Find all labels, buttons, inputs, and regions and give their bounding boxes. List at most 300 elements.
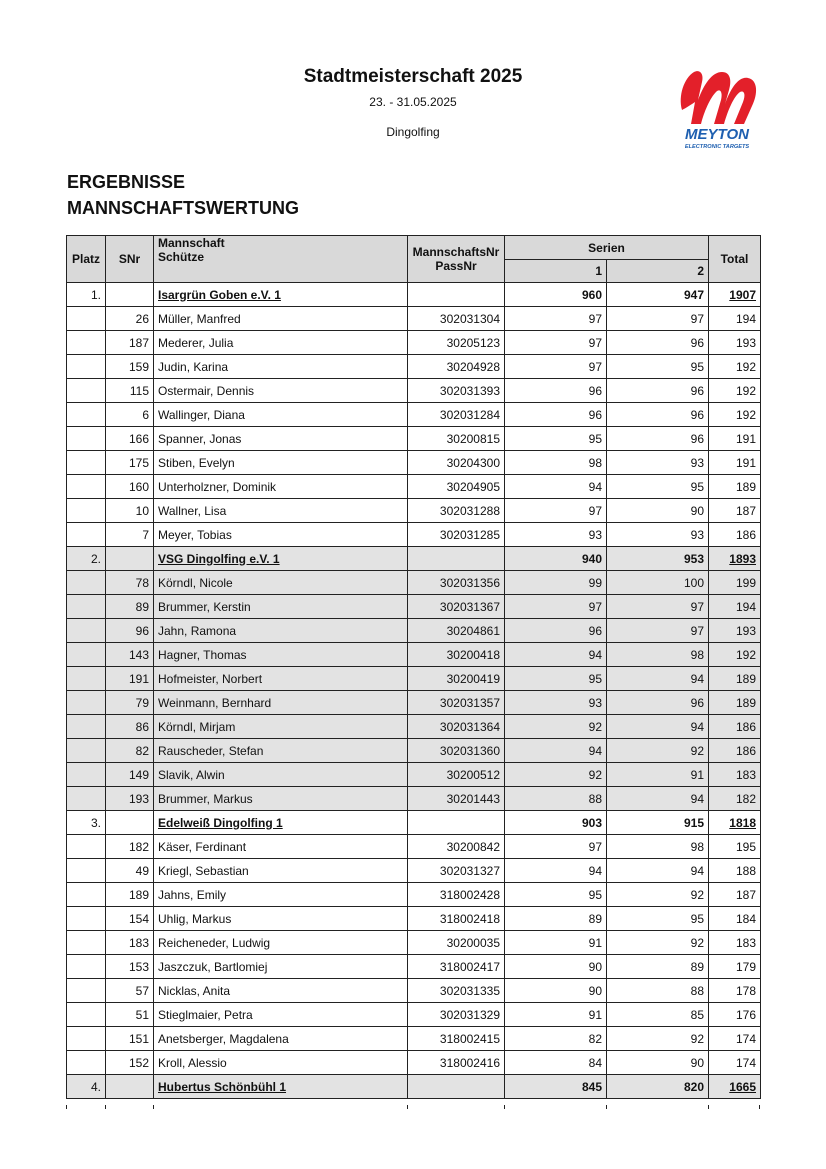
team-series-1: 845: [505, 1075, 607, 1099]
team-name: [154, 1075, 408, 1099]
team-name-text: Edelweiß Dingolfing 1: [158, 815, 283, 830]
shooter-row: [67, 355, 761, 379]
shooter-total: 183: [709, 931, 761, 955]
team-name: [154, 547, 408, 571]
shooter-total: 192: [709, 403, 761, 427]
team-series-1: 940: [505, 547, 607, 571]
shooter-rank: [67, 859, 106, 883]
team-row: [67, 1075, 761, 1099]
team-series-2: 953: [607, 547, 709, 571]
shooter-passnr: 30200419: [408, 667, 505, 691]
shooter-rank: [67, 595, 106, 619]
shooter-passnr: 318002417: [408, 955, 505, 979]
shooter-passnr: 302031393: [408, 379, 505, 403]
shooter-series-2: 91: [607, 763, 709, 787]
shooter-series-1: 92: [505, 715, 607, 739]
header-passnr: PassNr: [435, 259, 477, 273]
shooter-series-2: 94: [607, 667, 709, 691]
shooter-series-1: 82: [505, 1027, 607, 1051]
shooter-series-1: 94: [505, 739, 607, 763]
shooter-series-2: 85: [607, 1003, 709, 1027]
shooter-rank: [67, 355, 106, 379]
shooter-series-2: 96: [607, 427, 709, 451]
shooter-passnr: 30200842: [408, 835, 505, 859]
shooter-passnr: 302031356: [408, 571, 505, 595]
shooter-row: [67, 427, 761, 451]
shooter-passnr: 302031357: [408, 691, 505, 715]
team-total-text: 1818: [729, 815, 756, 830]
shooter-name: Jaszczuk, Bartlomiej: [154, 955, 408, 979]
team-name-text: Hubertus Schönbühl 1: [158, 1079, 287, 1094]
shooter-row: [67, 307, 761, 331]
team-total-text: 1665: [729, 1079, 756, 1094]
shooter-passnr: 302031329: [408, 1003, 505, 1027]
shooter-series-1: 95: [505, 667, 607, 691]
header-platz: Platz: [67, 236, 106, 283]
shooter-total: 186: [709, 739, 761, 763]
shooter-passnr: 30200035: [408, 931, 505, 955]
shooter-series-2: 90: [607, 499, 709, 523]
shooter-series-1: 88: [505, 787, 607, 811]
event-dates: 23. - 31.05.2025: [369, 95, 457, 109]
shooter-series-1: 97: [505, 307, 607, 331]
shooter-total: 174: [709, 1027, 761, 1051]
shooter-name: Stiben, Evelyn: [154, 451, 408, 475]
shooter-series-1: 90: [505, 979, 607, 1003]
shooter-row: [67, 715, 761, 739]
shooter-row: [67, 523, 761, 547]
shooter-row: [67, 667, 761, 691]
team-number: [408, 811, 505, 835]
shooter-series-2: 94: [607, 715, 709, 739]
page-title: Stadtmeisterschaft 2025: [303, 66, 523, 87]
team-name: [154, 811, 408, 835]
team-snr: [106, 1075, 154, 1099]
shooter-series-1: 92: [505, 763, 607, 787]
table-body: [67, 283, 761, 1099]
shooter-total: 183: [709, 763, 761, 787]
shooter-rank: [67, 1003, 106, 1027]
shooter-rank: [67, 619, 106, 643]
shooter-name: Weinmann, Bernhard: [154, 691, 408, 715]
shooter-name: Meyer, Tobias: [154, 523, 408, 547]
shooter-rank: [67, 475, 106, 499]
shooter-series-2: 88: [607, 979, 709, 1003]
team-snr: [106, 811, 154, 835]
shooter-row: [67, 595, 761, 619]
team-total: [709, 547, 761, 571]
shooter-row: [67, 1003, 761, 1027]
shooter-series-1: 94: [505, 859, 607, 883]
team-series-1: 903: [505, 811, 607, 835]
shooter-series-2: 97: [607, 307, 709, 331]
shooter-rank: [67, 643, 106, 667]
shooter-series-1: 84: [505, 1051, 607, 1075]
team-number: [408, 283, 505, 307]
shooter-total: 192: [709, 355, 761, 379]
shooter-passnr: 302031285: [408, 523, 505, 547]
header-snr: SNr: [106, 236, 154, 283]
shooter-series-1: 97: [505, 331, 607, 355]
shooter-rank: [67, 979, 106, 1003]
team-series-1: 960: [505, 283, 607, 307]
shooter-rank: [67, 1027, 106, 1051]
shooter-name: Nicklas, Anita: [154, 979, 408, 1003]
header-serie-2: 2: [607, 260, 709, 283]
shooter-snr: 26: [106, 307, 154, 331]
event-location: Dingolfing: [386, 125, 440, 139]
shooter-passnr: 302031364: [408, 715, 505, 739]
shooter-name: Unterholzner, Dominik: [154, 475, 408, 499]
shooter-total: 192: [709, 379, 761, 403]
shooter-snr: 49: [106, 859, 154, 883]
team-rank: 2.: [67, 547, 106, 571]
team-row: [67, 547, 761, 571]
shooter-passnr: 318002428: [408, 883, 505, 907]
shooter-snr: 189: [106, 883, 154, 907]
shooter-series-2: 93: [607, 451, 709, 475]
header-serien: Serien: [505, 236, 709, 260]
shooter-series-1: 97: [505, 355, 607, 379]
shooter-snr: 160: [106, 475, 154, 499]
header-mannschaftsnr: MannschaftsNr: [412, 245, 500, 259]
shooter-series-2: 92: [607, 883, 709, 907]
shooter-rank: [67, 739, 106, 763]
shooter-row: [67, 499, 761, 523]
shooter-passnr: 302031284: [408, 403, 505, 427]
shooter-total: 187: [709, 499, 761, 523]
shooter-name: Brummer, Kerstin: [154, 595, 408, 619]
shooter-name: Hofmeister, Norbert: [154, 667, 408, 691]
shooter-total: 188: [709, 859, 761, 883]
shooter-series-1: 93: [505, 523, 607, 547]
shooter-name: Körndl, Mirjam: [154, 715, 408, 739]
shooter-name: Wallinger, Diana: [154, 403, 408, 427]
shooter-snr: 183: [106, 931, 154, 955]
shooter-name: Käser, Ferdinant: [154, 835, 408, 859]
shooter-total: 193: [709, 619, 761, 643]
shooter-row: [67, 1051, 761, 1075]
shooter-name: Mederer, Julia: [154, 331, 408, 355]
shooter-series-2: 94: [607, 787, 709, 811]
shooter-series-2: 93: [607, 523, 709, 547]
shooter-snr: 96: [106, 619, 154, 643]
shooter-passnr: 30204861: [408, 619, 505, 643]
shooter-name: Müller, Manfred: [154, 307, 408, 331]
shooter-series-1: 96: [505, 403, 607, 427]
shooter-snr: 89: [106, 595, 154, 619]
shooter-name: Jahn, Ramona: [154, 619, 408, 643]
shooter-total: 174: [709, 1051, 761, 1075]
shooter-total: 179: [709, 955, 761, 979]
section-heading-team-ranking: MANNSCHAFTSWERTUNG: [67, 198, 299, 218]
shooter-row: [67, 451, 761, 475]
shooter-series-1: 95: [505, 427, 607, 451]
team-series-2: 947: [607, 283, 709, 307]
shooter-row: [67, 475, 761, 499]
shooter-name: Wallner, Lisa: [154, 499, 408, 523]
shooter-series-1: 97: [505, 595, 607, 619]
team-total: [709, 811, 761, 835]
shooter-snr: 78: [106, 571, 154, 595]
shooter-rank: [67, 523, 106, 547]
meyton-logo: [674, 66, 760, 152]
shooter-series-1: 98: [505, 451, 607, 475]
shooter-name: Rauscheder, Stefan: [154, 739, 408, 763]
shooter-rank: [67, 931, 106, 955]
shooter-name: Uhlig, Markus: [154, 907, 408, 931]
shooter-name: Ostermair, Dennis: [154, 379, 408, 403]
shooter-series-1: 94: [505, 643, 607, 667]
shooter-series-2: 89: [607, 955, 709, 979]
shooter-passnr: 30204905: [408, 475, 505, 499]
shooter-row: [67, 379, 761, 403]
shooter-row: [67, 883, 761, 907]
shooter-total: 191: [709, 451, 761, 475]
shooter-row: [67, 763, 761, 787]
shooter-row: [67, 571, 761, 595]
logo-subtext: ELECTRONIC TARGETS: [684, 144, 750, 150]
team-number: [408, 547, 505, 571]
team-name-text: VSG Dingolfing e.V. 1: [158, 551, 280, 566]
shooter-name: Jahns, Emily: [154, 883, 408, 907]
shooter-rank: [67, 499, 106, 523]
shooter-snr: 153: [106, 955, 154, 979]
shooter-row: [67, 931, 761, 955]
shooter-snr: 79: [106, 691, 154, 715]
shooter-passnr: 30204928: [408, 355, 505, 379]
shooter-passnr: 302031288: [408, 499, 505, 523]
shooter-snr: 6: [106, 403, 154, 427]
shooter-series-1: 99: [505, 571, 607, 595]
shooter-passnr: 30200815: [408, 427, 505, 451]
shooter-name: Spanner, Jonas: [154, 427, 408, 451]
shooter-total: 184: [709, 907, 761, 931]
shooter-passnr: 30200512: [408, 763, 505, 787]
shooter-series-2: 92: [607, 931, 709, 955]
shooter-rank: [67, 907, 106, 931]
shooter-total: 199: [709, 571, 761, 595]
team-name: [154, 283, 408, 307]
shooter-passnr: 318002415: [408, 1027, 505, 1051]
shooter-snr: 149: [106, 763, 154, 787]
shooter-total: 195: [709, 835, 761, 859]
team-snr: [106, 283, 154, 307]
shooter-rank: [67, 403, 106, 427]
shooter-snr: 154: [106, 907, 154, 931]
shooter-name: Slavik, Alwin: [154, 763, 408, 787]
shooter-name: Körndl, Nicole: [154, 571, 408, 595]
shooter-snr: 175: [106, 451, 154, 475]
shooter-snr: 159: [106, 355, 154, 379]
shooter-passnr: 302031327: [408, 859, 505, 883]
shooter-series-1: 90: [505, 955, 607, 979]
shooter-series-2: 94: [607, 859, 709, 883]
shooter-row: [67, 835, 761, 859]
shooter-passnr: 30201443: [408, 787, 505, 811]
shooter-rank: [67, 451, 106, 475]
shooter-passnr: 302031360: [408, 739, 505, 763]
shooter-rank: [67, 571, 106, 595]
shooter-passnr: 318002416: [408, 1051, 505, 1075]
team-series-2: 820: [607, 1075, 709, 1099]
shooter-total: 186: [709, 523, 761, 547]
shooter-series-2: 92: [607, 1027, 709, 1051]
shooter-series-2: 96: [607, 379, 709, 403]
shooter-total: 189: [709, 691, 761, 715]
shooter-total: 189: [709, 475, 761, 499]
shooter-series-2: 97: [607, 619, 709, 643]
shooter-series-2: 95: [607, 355, 709, 379]
shooter-row: [67, 331, 761, 355]
shooter-row: [67, 619, 761, 643]
section-heading-results: ERGEBNISSE: [67, 172, 186, 192]
shooter-row: [67, 955, 761, 979]
header-numbers: [408, 236, 505, 283]
shooter-total: 189: [709, 667, 761, 691]
shooter-series-2: 98: [607, 835, 709, 859]
shooter-name: Hagner, Thomas: [154, 643, 408, 667]
table-continuation: [66, 1105, 760, 1109]
shooter-total: 187: [709, 883, 761, 907]
shooter-rank: [67, 1051, 106, 1075]
shooter-passnr: 30204300: [408, 451, 505, 475]
shooter-series-2: 95: [607, 907, 709, 931]
shooter-passnr: 318002418: [408, 907, 505, 931]
shooter-name: Kriegl, Sebastian: [154, 859, 408, 883]
shooter-snr: 143: [106, 643, 154, 667]
shooter-series-2: 100: [607, 571, 709, 595]
shooter-rank: [67, 955, 106, 979]
shooter-total: 191: [709, 427, 761, 451]
team-row: [67, 283, 761, 307]
shooter-snr: 152: [106, 1051, 154, 1075]
shooter-name: Judin, Karina: [154, 355, 408, 379]
shooter-row: [67, 643, 761, 667]
shooter-row: [67, 979, 761, 1003]
shooter-snr: 7: [106, 523, 154, 547]
shooter-row: [67, 787, 761, 811]
shooter-row: [67, 403, 761, 427]
shooter-snr: 82: [106, 739, 154, 763]
shooter-name: Stieglmaier, Petra: [154, 1003, 408, 1027]
shooter-snr: 151: [106, 1027, 154, 1051]
shooter-rank: [67, 379, 106, 403]
header-mannschaft: Mannschaft: [158, 236, 225, 250]
shooter-series-2: 96: [607, 691, 709, 715]
shooter-snr: 166: [106, 427, 154, 451]
shooter-snr: 51: [106, 1003, 154, 1027]
team-total: [709, 283, 761, 307]
shooter-snr: 10: [106, 499, 154, 523]
team-total-text: 1893: [729, 551, 756, 566]
shooter-series-1: 91: [505, 931, 607, 955]
shooter-series-2: 92: [607, 739, 709, 763]
shooter-passnr: 302031367: [408, 595, 505, 619]
shooter-series-1: 91: [505, 1003, 607, 1027]
shooter-name: Reicheneder, Ludwig: [154, 931, 408, 955]
shooter-series-2: 96: [607, 403, 709, 427]
shooter-series-1: 97: [505, 835, 607, 859]
team-row: [67, 811, 761, 835]
shooter-series-2: 95: [607, 475, 709, 499]
shooter-series-1: 96: [505, 619, 607, 643]
shooter-series-1: 97: [505, 499, 607, 523]
team-number: [408, 1075, 505, 1099]
table-header: [67, 236, 761, 283]
results-table: [66, 235, 761, 1099]
shooter-total: 194: [709, 307, 761, 331]
shooter-total: 192: [709, 643, 761, 667]
logo-wordmark: MEYTON: [685, 126, 749, 143]
shooter-series-1: 89: [505, 907, 607, 931]
shooter-snr: 187: [106, 331, 154, 355]
shooter-row: [67, 1027, 761, 1051]
shooter-series-1: 94: [505, 475, 607, 499]
shooter-name: Anetsberger, Magdalena: [154, 1027, 408, 1051]
shooter-snr: 193: [106, 787, 154, 811]
team-rank: 4.: [67, 1075, 106, 1099]
shooter-snr: 57: [106, 979, 154, 1003]
header-team-shooter: [154, 236, 408, 283]
shooter-total: 178: [709, 979, 761, 1003]
shooter-row: [67, 691, 761, 715]
team-total-text: 1907: [729, 287, 756, 302]
shooter-rank: [67, 691, 106, 715]
team-snr: [106, 547, 154, 571]
shooter-snr: 86: [106, 715, 154, 739]
header-schuetze: Schütze: [158, 250, 205, 264]
header-total: Total: [709, 236, 761, 283]
shooter-series-1: 93: [505, 691, 607, 715]
shooter-rank: [67, 835, 106, 859]
shooter-snr: 191: [106, 667, 154, 691]
team-series-2: 915: [607, 811, 709, 835]
team-rank: 3.: [67, 811, 106, 835]
shooter-series-1: 96: [505, 379, 607, 403]
shooter-name: Kroll, Alessio: [154, 1051, 408, 1075]
shooter-rank: [67, 427, 106, 451]
shooter-passnr: 302031335: [408, 979, 505, 1003]
shooter-snr: 182: [106, 835, 154, 859]
shooter-series-2: 97: [607, 595, 709, 619]
shooter-row: [67, 859, 761, 883]
shooter-total: 193: [709, 331, 761, 355]
shooter-total: 182: [709, 787, 761, 811]
shooter-total: 194: [709, 595, 761, 619]
shooter-name: Brummer, Markus: [154, 787, 408, 811]
shooter-total: 186: [709, 715, 761, 739]
shooter-series-2: 96: [607, 331, 709, 355]
shooter-rank: [67, 667, 106, 691]
shooter-row: [67, 907, 761, 931]
shooter-total: 176: [709, 1003, 761, 1027]
team-total: [709, 1075, 761, 1099]
shooter-passnr: 30205123: [408, 331, 505, 355]
meyton-m-mark: [681, 71, 756, 124]
shooter-rank: [67, 307, 106, 331]
shooter-rank: [67, 763, 106, 787]
shooter-snr: 115: [106, 379, 154, 403]
shooter-rank: [67, 331, 106, 355]
shooter-rank: [67, 787, 106, 811]
shooter-row: [67, 739, 761, 763]
shooter-passnr: 302031304: [408, 307, 505, 331]
shooter-series-1: 95: [505, 883, 607, 907]
shooter-rank: [67, 883, 106, 907]
team-rank: 1.: [67, 283, 106, 307]
shooter-series-2: 98: [607, 643, 709, 667]
